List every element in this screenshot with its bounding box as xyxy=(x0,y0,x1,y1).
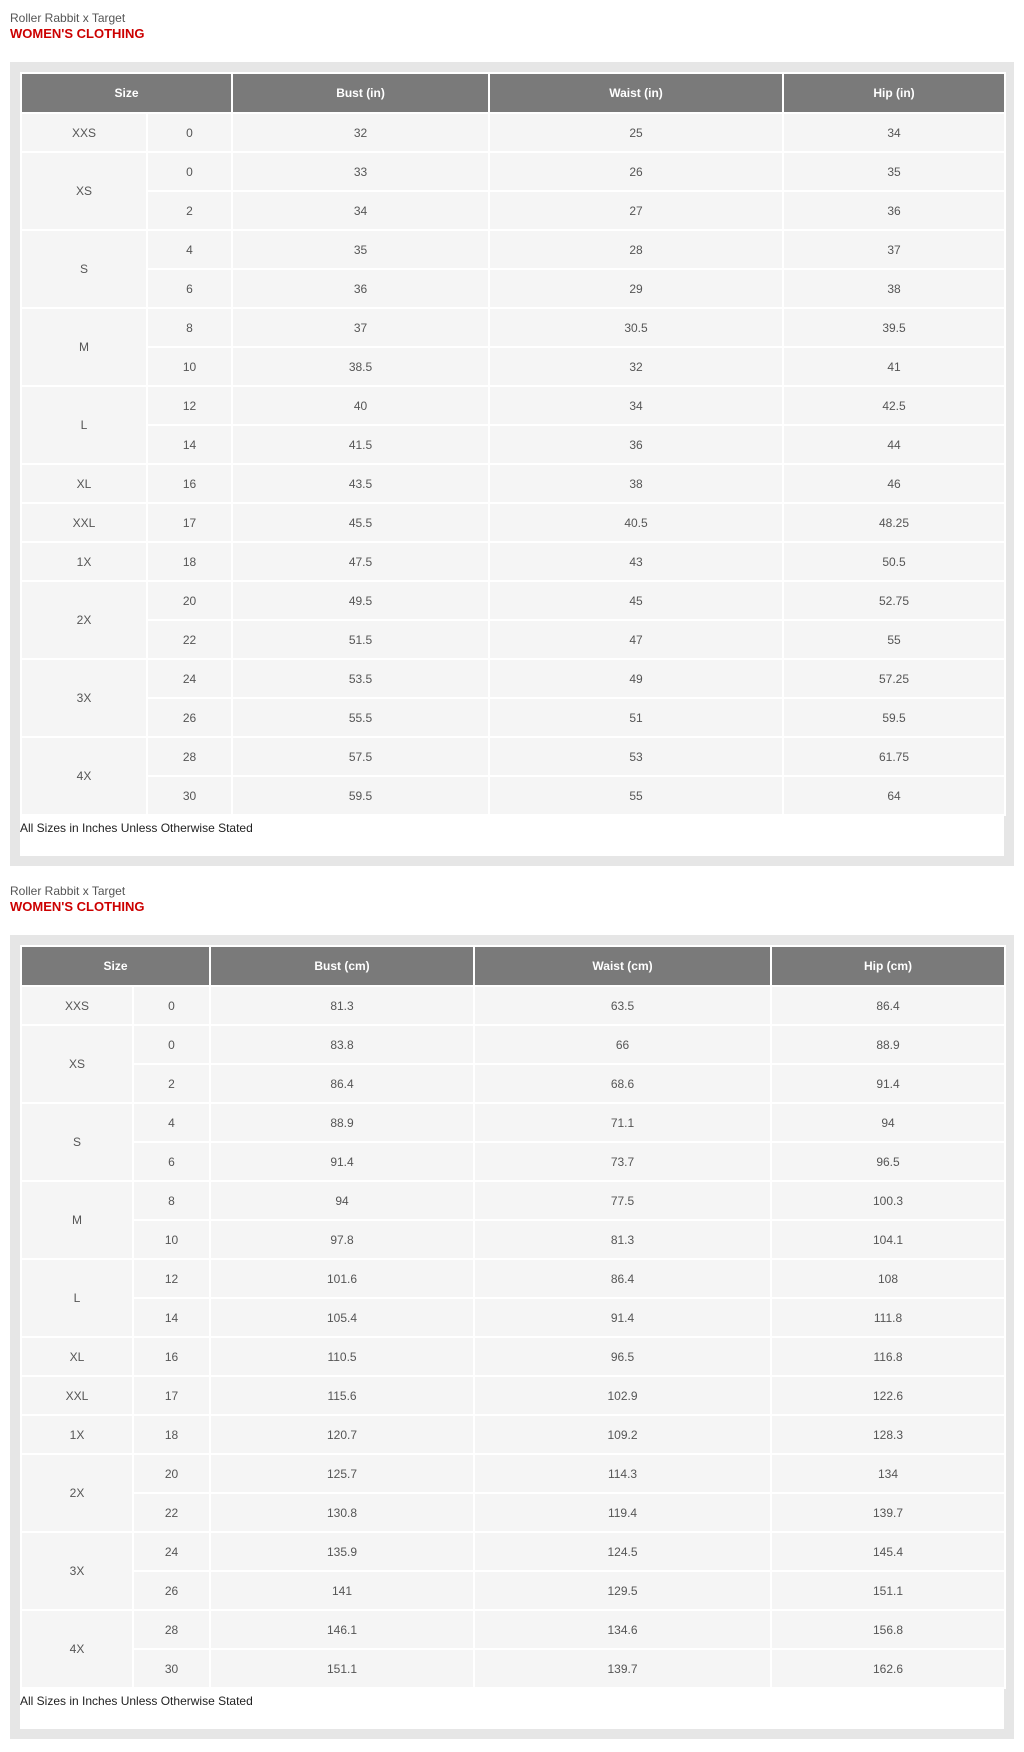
bust-cell: 43.5 xyxy=(232,464,489,503)
brand-title: Roller Rabbit x Target xyxy=(10,11,126,25)
size-number-cell: 12 xyxy=(133,1259,210,1298)
hip-cell: 86.4 xyxy=(771,986,1005,1025)
waist-cell: 47 xyxy=(489,620,783,659)
size-number-cell: 22 xyxy=(133,1493,210,1532)
size-label-cell: XXL xyxy=(21,503,147,542)
size-number-cell: 10 xyxy=(133,1220,210,1259)
header-waist: Waist (cm) xyxy=(474,946,771,986)
size-label-cell: 2X xyxy=(21,581,147,659)
hip-cell: 104.1 xyxy=(771,1220,1005,1259)
size-number-cell: 17 xyxy=(133,1376,210,1415)
hip-cell: 162.6 xyxy=(771,1649,1005,1688)
size-label-cell: L xyxy=(21,386,147,464)
category-title: WOMEN'S CLOTHING xyxy=(10,26,145,41)
table-row xyxy=(21,698,1005,737)
waist-cell: 68.6 xyxy=(474,1064,771,1103)
bust-cell: 35 xyxy=(232,230,489,269)
bust-cell: 110.5 xyxy=(210,1337,474,1376)
table-row xyxy=(21,1181,1005,1220)
size-label-cell: L xyxy=(21,1259,133,1337)
size-label-cell: XL xyxy=(21,464,147,503)
hip-cell: 128.3 xyxy=(771,1415,1005,1454)
table-row xyxy=(21,1610,1005,1649)
table-header-row xyxy=(21,73,1005,113)
size-label-cell: 4X xyxy=(21,1610,133,1688)
hip-cell: 34 xyxy=(783,113,1005,152)
bust-cell: 94 xyxy=(210,1181,474,1220)
table-row xyxy=(21,425,1005,464)
hip-cell: 48.25 xyxy=(783,503,1005,542)
size-label-cell: 1X xyxy=(21,542,147,581)
table-row xyxy=(21,1103,1005,1142)
table-row xyxy=(21,1064,1005,1103)
size-number-cell: 18 xyxy=(147,542,232,581)
hip-cell: 145.4 xyxy=(771,1532,1005,1571)
waist-cell: 25 xyxy=(489,113,783,152)
waist-cell: 45 xyxy=(489,581,783,620)
table-row xyxy=(21,1532,1005,1571)
waist-cell: 139.7 xyxy=(474,1649,771,1688)
waist-cell: 96.5 xyxy=(474,1337,771,1376)
table-row xyxy=(21,386,1005,425)
table-row xyxy=(21,1142,1005,1181)
waist-cell: 77.5 xyxy=(474,1181,771,1220)
waist-cell: 66 xyxy=(474,1025,771,1064)
waist-cell: 53 xyxy=(489,737,783,776)
hip-cell: 37 xyxy=(783,230,1005,269)
hip-cell: 100.3 xyxy=(771,1181,1005,1220)
table-row xyxy=(21,1454,1005,1493)
size-number-cell: 14 xyxy=(147,425,232,464)
waist-cell: 119.4 xyxy=(474,1493,771,1532)
bust-cell: 51.5 xyxy=(232,620,489,659)
size-number-cell: 20 xyxy=(147,581,232,620)
header-hip: Hip (in) xyxy=(783,73,1005,113)
size-label-cell: XXS xyxy=(21,113,147,152)
footnote: All Sizes in Inches Unless Otherwise Stated xyxy=(20,1694,253,1708)
waist-cell: 102.9 xyxy=(474,1376,771,1415)
hip-cell: 156.8 xyxy=(771,1610,1005,1649)
waist-cell: 81.3 xyxy=(474,1220,771,1259)
size-number-cell: 30 xyxy=(147,776,232,815)
waist-cell: 71.1 xyxy=(474,1103,771,1142)
bust-cell: 40 xyxy=(232,386,489,425)
size-number-cell: 18 xyxy=(133,1415,210,1454)
hip-cell: 39.5 xyxy=(783,308,1005,347)
table-row xyxy=(21,230,1005,269)
table-row xyxy=(21,1649,1005,1688)
category-title: WOMEN'S CLOTHING xyxy=(10,899,145,914)
hip-cell: 96.5 xyxy=(771,1142,1005,1181)
size-number-cell: 30 xyxy=(133,1649,210,1688)
size-number-cell: 0 xyxy=(147,152,232,191)
waist-cell: 26 xyxy=(489,152,783,191)
bust-cell: 105.4 xyxy=(210,1298,474,1337)
size-number-cell: 6 xyxy=(133,1142,210,1181)
table-row xyxy=(21,776,1005,815)
size-number-cell: 4 xyxy=(133,1103,210,1142)
bust-cell: 47.5 xyxy=(232,542,489,581)
header-bust: Bust (cm) xyxy=(210,946,474,986)
table-row xyxy=(21,113,1005,152)
table-row xyxy=(21,152,1005,191)
hip-cell: 134 xyxy=(771,1454,1005,1493)
waist-cell: 129.5 xyxy=(474,1571,771,1610)
waist-cell: 73.7 xyxy=(474,1142,771,1181)
table-row xyxy=(21,1259,1005,1298)
table-row xyxy=(21,1493,1005,1532)
hip-cell: 116.8 xyxy=(771,1337,1005,1376)
waist-cell: 63.5 xyxy=(474,986,771,1025)
bust-cell: 146.1 xyxy=(210,1610,474,1649)
hip-cell: 57.25 xyxy=(783,659,1005,698)
size-number-cell: 20 xyxy=(133,1454,210,1493)
waist-cell: 32 xyxy=(489,347,783,386)
size-number-cell: 0 xyxy=(147,113,232,152)
hip-cell: 35 xyxy=(783,152,1005,191)
bust-cell: 125.7 xyxy=(210,1454,474,1493)
waist-cell: 124.5 xyxy=(474,1532,771,1571)
size-label-cell: 1X xyxy=(21,1415,133,1454)
bust-cell: 88.9 xyxy=(210,1103,474,1142)
size-label-cell: XS xyxy=(21,1025,133,1103)
header-waist: Waist (in) xyxy=(489,73,783,113)
waist-cell: 91.4 xyxy=(474,1298,771,1337)
size-number-cell: 28 xyxy=(133,1610,210,1649)
hip-cell: 108 xyxy=(771,1259,1005,1298)
bust-cell: 101.6 xyxy=(210,1259,474,1298)
size-label-cell: 3X xyxy=(21,1532,133,1610)
bust-cell: 91.4 xyxy=(210,1142,474,1181)
bust-cell: 120.7 xyxy=(210,1415,474,1454)
table-row xyxy=(21,1376,1005,1415)
table-row xyxy=(21,308,1005,347)
size-table-inches xyxy=(20,72,1006,816)
bust-cell: 55.5 xyxy=(232,698,489,737)
table-row xyxy=(21,1220,1005,1259)
bust-cell: 37 xyxy=(232,308,489,347)
hip-cell: 151.1 xyxy=(771,1571,1005,1610)
size-number-cell: 2 xyxy=(147,191,232,230)
header-size: Size xyxy=(21,946,210,986)
size-label-cell: 4X xyxy=(21,737,147,815)
bust-cell: 83.8 xyxy=(210,1025,474,1064)
bust-cell: 45.5 xyxy=(232,503,489,542)
table-row xyxy=(21,659,1005,698)
bust-cell: 34 xyxy=(232,191,489,230)
hip-cell: 38 xyxy=(783,269,1005,308)
size-label-cell: 2X xyxy=(21,1454,133,1532)
chart-inner xyxy=(20,72,1004,856)
hip-cell: 44 xyxy=(783,425,1005,464)
waist-cell: 38 xyxy=(489,464,783,503)
hip-cell: 50.5 xyxy=(783,542,1005,581)
size-number-cell: 24 xyxy=(133,1532,210,1571)
waist-cell: 55 xyxy=(489,776,783,815)
size-label-cell: M xyxy=(21,1181,133,1259)
size-number-cell: 8 xyxy=(133,1181,210,1220)
footnote: All Sizes in Inches Unless Otherwise Stated xyxy=(20,821,253,835)
size-label-cell: XS xyxy=(21,152,147,230)
hip-cell: 88.9 xyxy=(771,1025,1005,1064)
bust-cell: 53.5 xyxy=(232,659,489,698)
size-number-cell: 0 xyxy=(133,1025,210,1064)
table-row xyxy=(21,347,1005,386)
table-row xyxy=(21,620,1005,659)
waist-cell: 109.2 xyxy=(474,1415,771,1454)
waist-cell: 51 xyxy=(489,698,783,737)
bust-cell: 151.1 xyxy=(210,1649,474,1688)
bust-cell: 33 xyxy=(232,152,489,191)
bust-cell: 38.5 xyxy=(232,347,489,386)
size-number-cell: 2 xyxy=(133,1064,210,1103)
brand-title: Roller Rabbit x Target xyxy=(10,884,126,898)
table-row xyxy=(21,191,1005,230)
hip-cell: 36 xyxy=(783,191,1005,230)
table-row xyxy=(21,737,1005,776)
size-label-cell: S xyxy=(21,230,147,308)
size-label-cell: XL xyxy=(21,1337,133,1376)
waist-cell: 43 xyxy=(489,542,783,581)
chart-frame xyxy=(10,62,1014,866)
size-number-cell: 26 xyxy=(133,1571,210,1610)
table-row xyxy=(21,542,1005,581)
bust-cell: 135.9 xyxy=(210,1532,474,1571)
table-row xyxy=(21,1415,1005,1454)
waist-cell: 27 xyxy=(489,191,783,230)
hip-cell: 46 xyxy=(783,464,1005,503)
size-number-cell: 6 xyxy=(147,269,232,308)
waist-cell: 134.6 xyxy=(474,1610,771,1649)
bust-cell: 115.6 xyxy=(210,1376,474,1415)
table-row xyxy=(21,1298,1005,1337)
hip-cell: 64 xyxy=(783,776,1005,815)
hip-cell: 61.75 xyxy=(783,737,1005,776)
size-table-cm xyxy=(20,945,1006,1689)
waist-cell: 86.4 xyxy=(474,1259,771,1298)
bust-cell: 81.3 xyxy=(210,986,474,1025)
size-number-cell: 24 xyxy=(147,659,232,698)
size-number-cell: 16 xyxy=(147,464,232,503)
hip-cell: 52.75 xyxy=(783,581,1005,620)
bust-cell: 36 xyxy=(232,269,489,308)
header-size: Size xyxy=(21,73,232,113)
size-number-cell: 17 xyxy=(147,503,232,542)
hip-cell: 111.8 xyxy=(771,1298,1005,1337)
size-number-cell: 14 xyxy=(133,1298,210,1337)
waist-cell: 114.3 xyxy=(474,1454,771,1493)
chart-frame xyxy=(10,935,1014,1739)
bust-cell: 130.8 xyxy=(210,1493,474,1532)
waist-cell: 30.5 xyxy=(489,308,783,347)
size-number-cell: 12 xyxy=(147,386,232,425)
table-row xyxy=(21,1337,1005,1376)
bust-cell: 141 xyxy=(210,1571,474,1610)
waist-cell: 28 xyxy=(489,230,783,269)
size-label-cell: M xyxy=(21,308,147,386)
waist-cell: 36 xyxy=(489,425,783,464)
bust-cell: 32 xyxy=(232,113,489,152)
size-number-cell: 22 xyxy=(147,620,232,659)
size-number-cell: 10 xyxy=(147,347,232,386)
bust-cell: 97.8 xyxy=(210,1220,474,1259)
hip-cell: 139.7 xyxy=(771,1493,1005,1532)
hip-cell: 42.5 xyxy=(783,386,1005,425)
size-number-cell: 28 xyxy=(147,737,232,776)
size-number-cell: 0 xyxy=(133,986,210,1025)
size-label-cell: XXS xyxy=(21,986,133,1025)
hip-cell: 55 xyxy=(783,620,1005,659)
hip-cell: 41 xyxy=(783,347,1005,386)
size-label-cell: S xyxy=(21,1103,133,1181)
size-number-cell: 8 xyxy=(147,308,232,347)
chart-inner xyxy=(20,945,1004,1729)
hip-cell: 59.5 xyxy=(783,698,1005,737)
bust-cell: 59.5 xyxy=(232,776,489,815)
header-bust: Bust (in) xyxy=(232,73,489,113)
bust-cell: 49.5 xyxy=(232,581,489,620)
table-row xyxy=(21,503,1005,542)
size-label-cell: XXL xyxy=(21,1376,133,1415)
table-row xyxy=(21,581,1005,620)
hip-cell: 91.4 xyxy=(771,1064,1005,1103)
table-header-row xyxy=(21,946,1005,986)
bust-cell: 57.5 xyxy=(232,737,489,776)
table-row xyxy=(21,986,1005,1025)
waist-cell: 34 xyxy=(489,386,783,425)
table-row xyxy=(21,1025,1005,1064)
bust-cell: 41.5 xyxy=(232,425,489,464)
hip-cell: 94 xyxy=(771,1103,1005,1142)
table-row xyxy=(21,464,1005,503)
size-number-cell: 4 xyxy=(147,230,232,269)
size-number-cell: 16 xyxy=(133,1337,210,1376)
table-row xyxy=(21,269,1005,308)
size-label-cell: 3X xyxy=(21,659,147,737)
hip-cell: 122.6 xyxy=(771,1376,1005,1415)
size-number-cell: 26 xyxy=(147,698,232,737)
header-hip: Hip (cm) xyxy=(771,946,1005,986)
waist-cell: 40.5 xyxy=(489,503,783,542)
waist-cell: 49 xyxy=(489,659,783,698)
waist-cell: 29 xyxy=(489,269,783,308)
table-row xyxy=(21,1571,1005,1610)
bust-cell: 86.4 xyxy=(210,1064,474,1103)
